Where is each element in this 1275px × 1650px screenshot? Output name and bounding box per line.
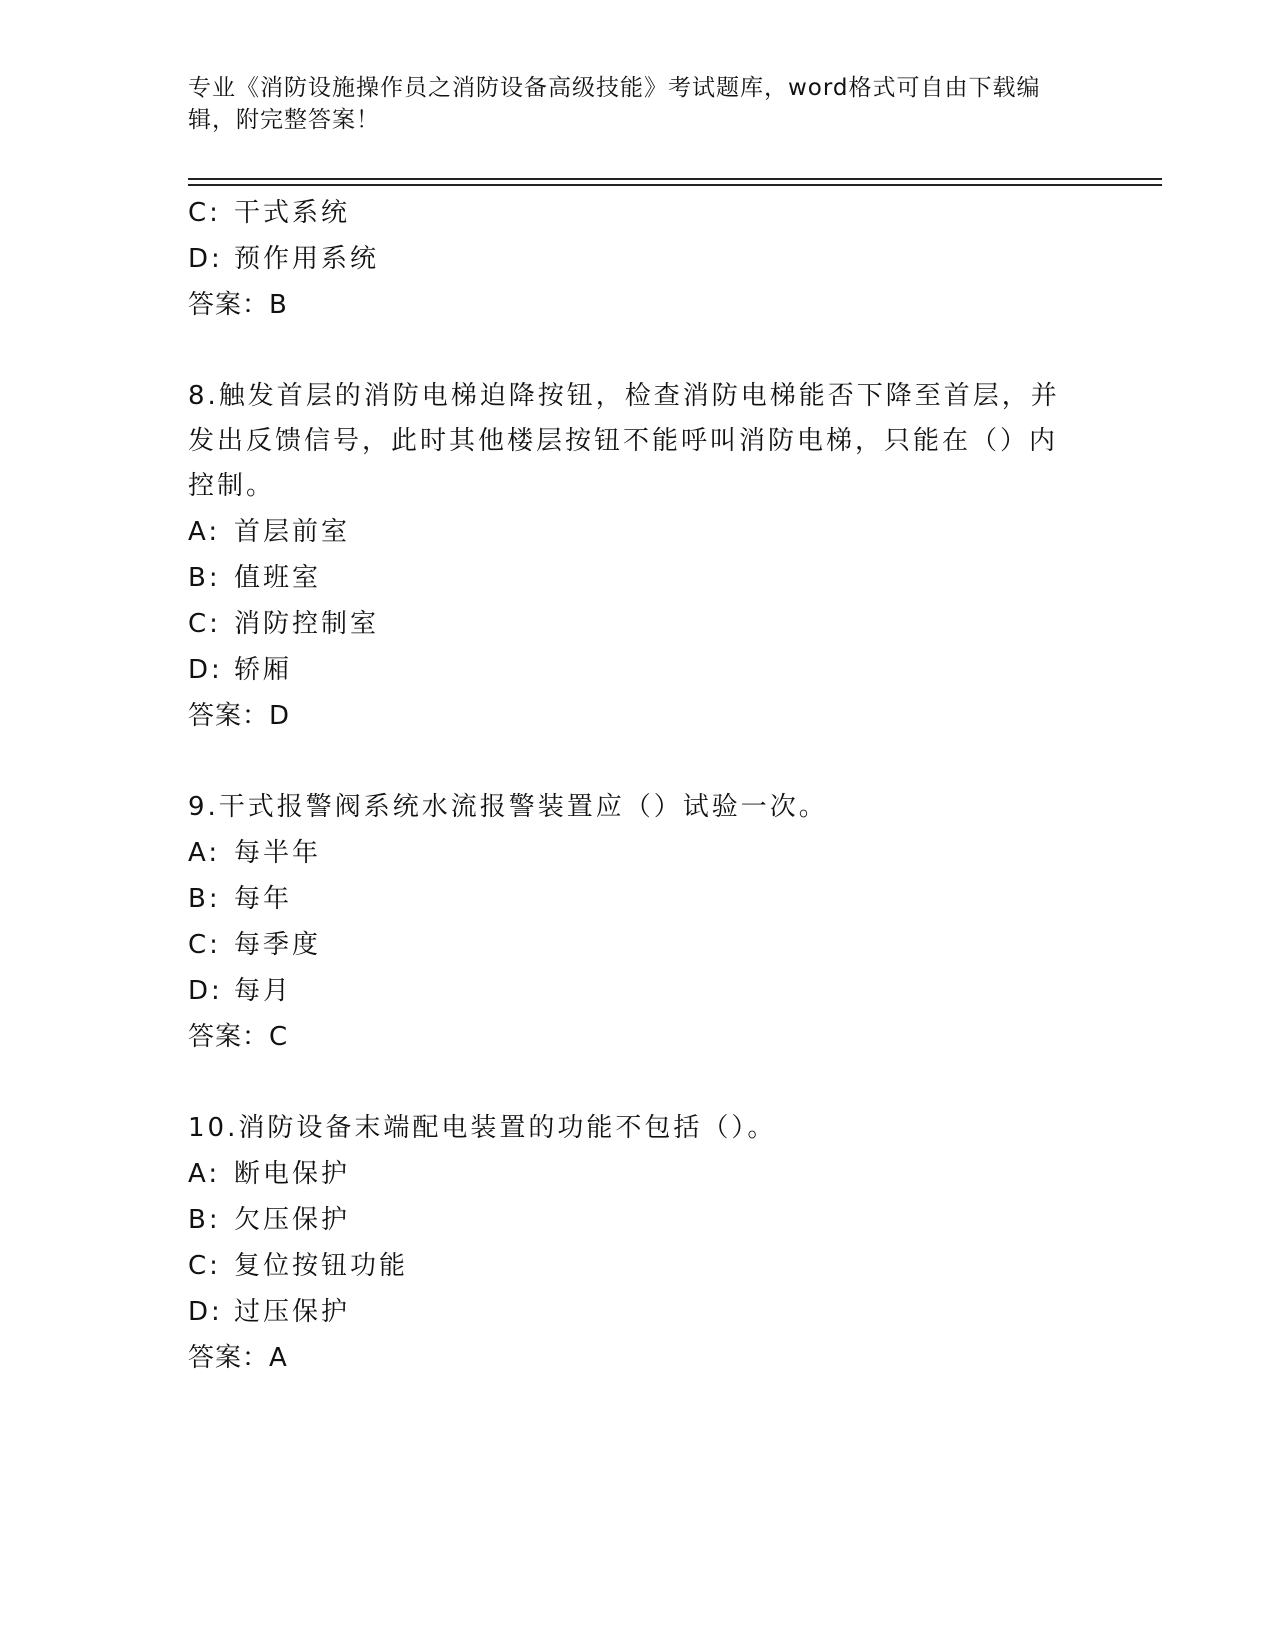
option-c <box>188 601 1068 647</box>
answer-line: 答案：A <box>188 1343 288 1373</box>
option-text: 值班室 <box>234 563 322 593</box>
option-c <box>188 922 1068 968</box>
question-text: 10.消防设备末端配电装置的功能不包括（）。 <box>188 1113 777 1143</box>
option-key: C: <box>188 1251 221 1281</box>
spacer <box>188 328 1068 374</box>
option-key: C: <box>188 609 221 639</box>
option-key: C: <box>188 198 221 228</box>
spacer <box>188 1060 1068 1106</box>
option-text: 每季度 <box>234 930 322 960</box>
spacer <box>188 739 1068 785</box>
answer-line: 答案：D <box>188 701 291 731</box>
option-d <box>188 968 1068 1014</box>
option-a <box>188 509 1068 555</box>
option-b <box>188 876 1068 922</box>
document-header: 专业《消防设施操作员之消防设备高级技能》考试题库，word格式可自由下载编辑，附完整答案！ <box>188 75 1041 133</box>
option-key: C: <box>188 930 221 960</box>
option-b <box>188 555 1068 601</box>
option-key: B: <box>188 563 221 593</box>
option-text: 干式系统 <box>234 198 351 228</box>
answer-line: 答案：C <box>188 1022 289 1052</box>
option-text: 轿厢 <box>234 655 293 685</box>
option-text: 每月 <box>234 976 293 1006</box>
option-text: 欠压保护 <box>234 1205 351 1235</box>
option-text: 消防控制室 <box>234 609 380 639</box>
option-a <box>188 1151 1068 1197</box>
option-key: D: <box>188 244 223 274</box>
option-a <box>188 830 1068 876</box>
option-text: 复位按钮功能 <box>234 1251 409 1281</box>
question-8 <box>188 374 1068 739</box>
option-key: A: <box>188 517 221 547</box>
question-9 <box>188 785 1068 1060</box>
option-d <box>188 647 1068 693</box>
header-divider-top <box>188 178 1162 180</box>
question-text: 8.触发首层的消防电梯迫降按钮，检查消防电梯能否下降至首层，并发出反馈信号，此时其他楼层按钮不能呼叫消防电梯，只能在（）内控制。 <box>188 381 1060 501</box>
answer-line: 答案：B <box>188 290 288 320</box>
option-key: B: <box>188 884 221 914</box>
option-key: D: <box>188 976 223 1006</box>
option-d <box>188 236 1068 282</box>
header-divider-bottom <box>188 184 1162 186</box>
option-b <box>188 1197 1068 1243</box>
option-text: 每年 <box>234 884 293 914</box>
prev-question-tail <box>188 190 1068 328</box>
option-text: 每半年 <box>234 838 322 868</box>
option-text: 断电保护 <box>234 1159 351 1189</box>
option-text: 首层前室 <box>234 517 351 547</box>
document-body <box>188 190 1068 1381</box>
option-d <box>188 1289 1068 1335</box>
option-key: A: <box>188 838 221 868</box>
option-c <box>188 190 1068 236</box>
question-10 <box>188 1106 1068 1381</box>
option-text: 预作用系统 <box>234 244 380 274</box>
question-text: 9.干式报警阀系统水流报警装置应（）试验一次。 <box>188 792 828 822</box>
option-key: B: <box>188 1205 221 1235</box>
option-key: D: <box>188 1297 223 1327</box>
option-key: D: <box>188 655 223 685</box>
option-key: A: <box>188 1159 221 1189</box>
option-text: 过压保护 <box>234 1297 351 1327</box>
option-c <box>188 1243 1068 1289</box>
